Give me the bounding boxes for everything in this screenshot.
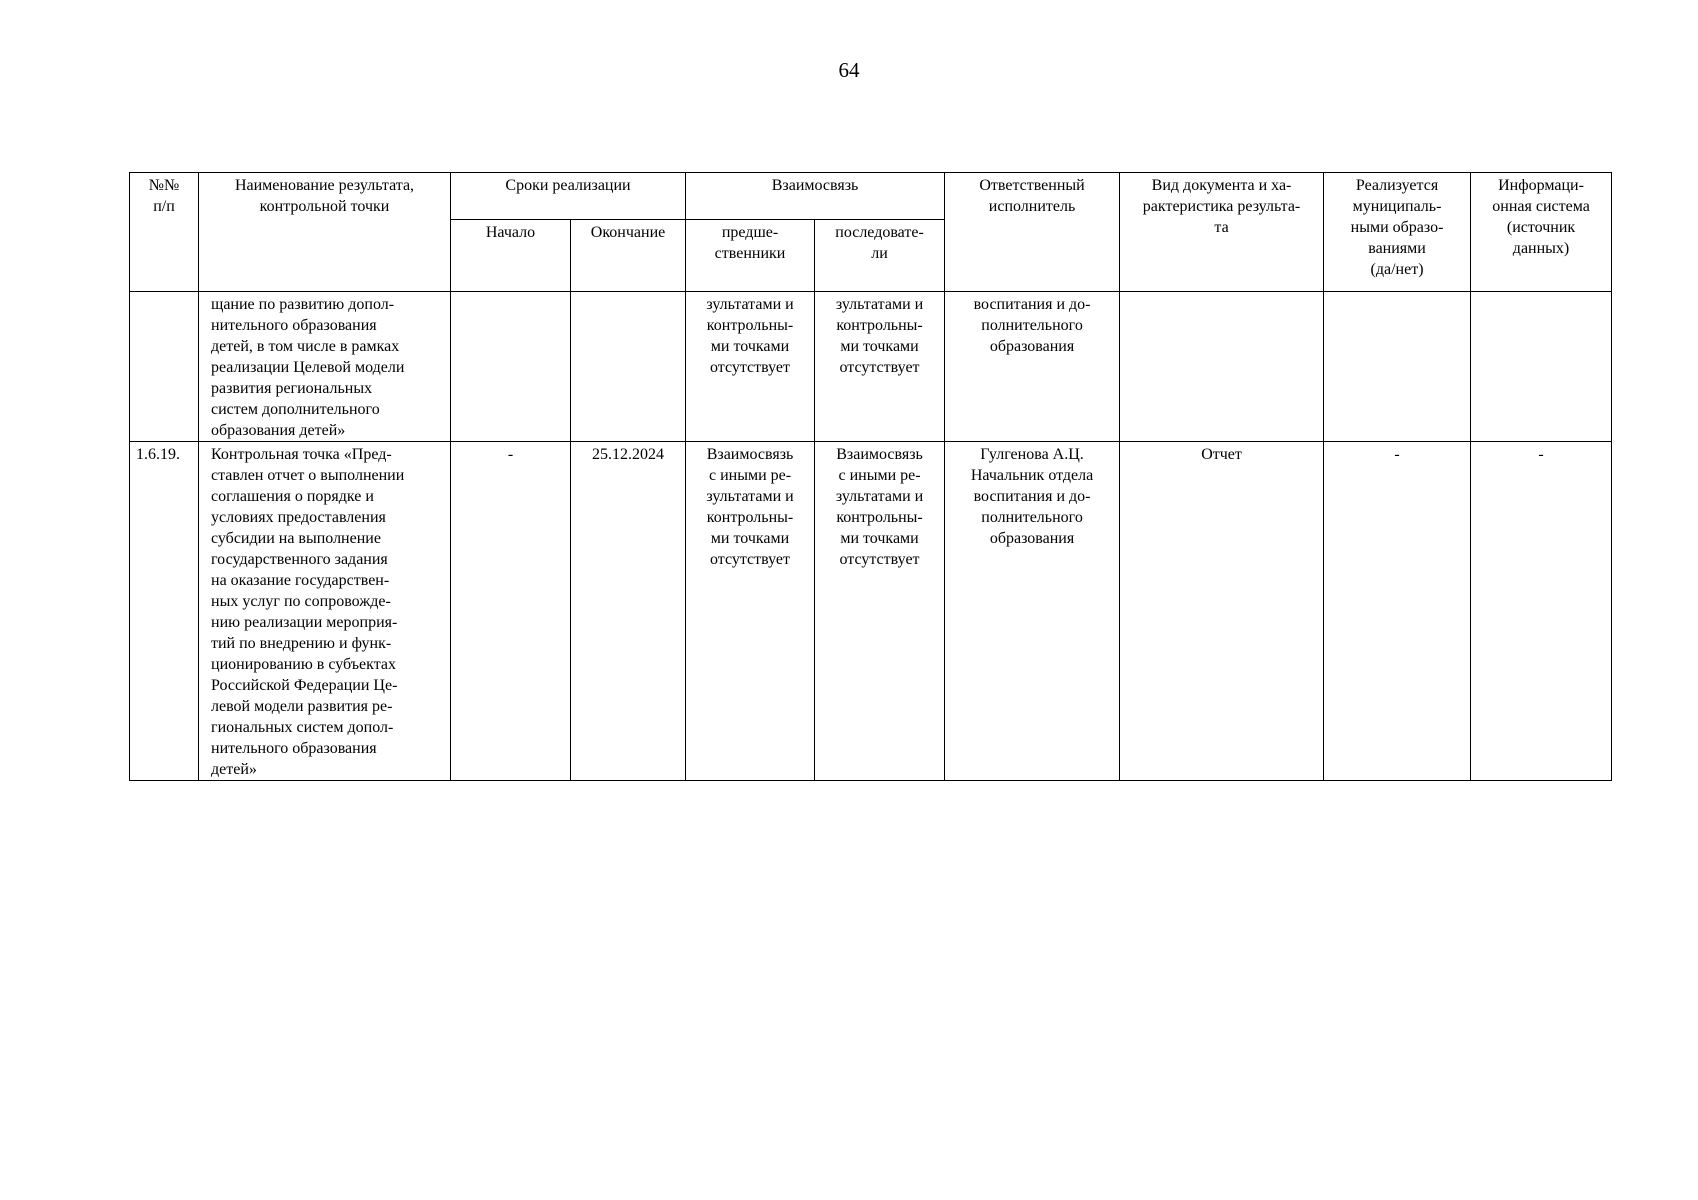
header-info-system: Информаци- онная система (источник данных) <box>1471 173 1612 292</box>
header-doc-type: Вид документа и ха- рактеристика результа- та <box>1120 173 1324 292</box>
cell-responsible: воспитания и до- полнительного образования <box>945 292 1120 442</box>
table-row <box>130 292 1612 442</box>
cell-info-system <box>1471 292 1612 442</box>
header-relation: Взаимосвязь <box>686 173 945 220</box>
cell-start: - <box>451 442 571 781</box>
table-row <box>130 442 1612 781</box>
header-num: №№ п/п <box>130 173 199 292</box>
header-row-1 <box>130 173 1612 220</box>
cell-municipal: - <box>1324 442 1471 781</box>
cell-next: зультатами и контрольны- ми точками отсутствует <box>815 292 945 442</box>
cell-end: 25.12.2024 <box>571 442 686 781</box>
header-municipal: Реализуется муниципаль- ными образо- ваниями (да/нет) <box>1324 173 1471 292</box>
cell-doc-type <box>1120 292 1324 442</box>
cell-num: 1.6.19. <box>130 442 199 781</box>
plan-table <box>129 172 1612 781</box>
cell-start <box>451 292 571 442</box>
header-name: Наименование результата, контрольной точки <box>199 173 451 292</box>
cell-prev: зультатами и контрольны- ми точками отсутствует <box>686 292 815 442</box>
cell-next: Взаимосвязь с иными ре- зультатами и контрольны- ми точками отсутствует <box>815 442 945 781</box>
header-relation-prev: предше- ственники <box>686 220 815 292</box>
cell-name: щание по развитию допол- нительного образования детей, в том числе в рамках реализации Целевой модели развития региональных систем дополнительного образования детей» <box>199 292 451 442</box>
cell-doc-type: Отчет <box>1120 442 1324 781</box>
header-responsible: Ответственный исполнитель <box>945 173 1120 292</box>
header-dates-start: Начало <box>451 220 571 292</box>
header-relation-next: последовате- ли <box>815 220 945 292</box>
cell-end <box>571 292 686 442</box>
page-number: 64 <box>838 58 860 82</box>
cell-municipal <box>1324 292 1471 442</box>
cell-prev: Взаимосвязь с иными ре- зультатами и контрольны- ми точками отсутствует <box>686 442 815 781</box>
header-dates-end: Окончание <box>571 220 686 292</box>
cell-num <box>130 292 199 442</box>
cell-info-system: - <box>1471 442 1612 781</box>
header-dates: Сроки реализации <box>451 173 686 220</box>
cell-responsible: Гулгенова А.Ц. Начальник отдела воспитания и до- полнительного образования <box>945 442 1120 781</box>
cell-name: Контрольная точка «Пред- ставлен отчет о выполнении соглашения о порядке и условиях предоставления субсидии на выполнение государственного задания на оказание государствен- ных услуг по сопровожде- нию реализации мероприя- тий по внедрению и функ- ционированию в субъектах Российской Федерации Це- левой модели развития ре- гиональных систем допол- нительного образования детей» <box>199 442 451 781</box>
